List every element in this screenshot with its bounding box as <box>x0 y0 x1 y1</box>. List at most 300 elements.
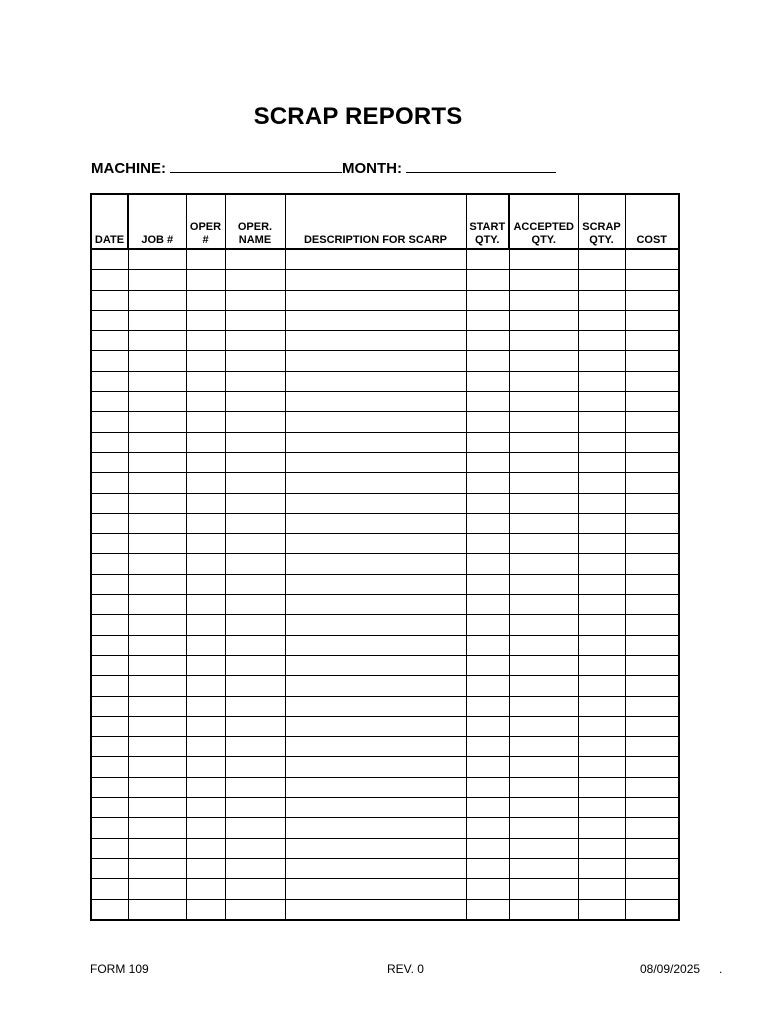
table-cell[interactable] <box>509 432 578 452</box>
table-cell[interactable] <box>225 493 285 513</box>
table-cell[interactable] <box>578 270 625 290</box>
table-cell[interactable] <box>285 818 466 838</box>
table-cell[interactable] <box>625 818 679 838</box>
table-cell[interactable] <box>91 777 128 797</box>
table-cell[interactable] <box>509 879 578 899</box>
table-cell[interactable] <box>509 412 578 432</box>
table-cell[interactable] <box>625 534 679 554</box>
table-cell[interactable] <box>509 249 578 270</box>
table-cell[interactable] <box>625 432 679 452</box>
table-cell[interactable] <box>625 798 679 818</box>
table-cell[interactable] <box>625 392 679 412</box>
table-cell[interactable] <box>128 432 186 452</box>
table-cell[interactable] <box>225 554 285 574</box>
table-cell[interactable] <box>509 757 578 777</box>
table-cell[interactable] <box>225 879 285 899</box>
table-cell[interactable] <box>186 838 225 858</box>
table-cell[interactable] <box>625 716 679 736</box>
table-cell[interactable] <box>91 412 128 432</box>
table-cell[interactable] <box>509 858 578 878</box>
table-cell[interactable] <box>225 513 285 533</box>
table-cell[interactable] <box>285 838 466 858</box>
table-cell[interactable] <box>225 473 285 493</box>
table-cell[interactable] <box>625 655 679 675</box>
table-cell[interactable] <box>128 777 186 797</box>
table-cell[interactable] <box>91 493 128 513</box>
table-cell[interactable] <box>285 716 466 736</box>
table-cell[interactable] <box>466 676 509 696</box>
table-cell[interactable] <box>509 635 578 655</box>
table-cell[interactable] <box>91 371 128 391</box>
table-cell[interactable] <box>625 838 679 858</box>
table-cell[interactable] <box>285 696 466 716</box>
table-cell[interactable] <box>625 473 679 493</box>
table-cell[interactable] <box>225 432 285 452</box>
table-cell[interactable] <box>625 858 679 878</box>
table-cell[interactable] <box>285 310 466 330</box>
table-cell[interactable] <box>509 371 578 391</box>
table-cell[interactable] <box>225 676 285 696</box>
table-cell[interactable] <box>128 310 186 330</box>
table-cell[interactable] <box>225 270 285 290</box>
table-cell[interactable] <box>285 595 466 615</box>
table-cell[interactable] <box>186 412 225 432</box>
table-cell[interactable] <box>225 635 285 655</box>
table-cell[interactable] <box>128 371 186 391</box>
table-cell[interactable] <box>285 452 466 472</box>
table-cell[interactable] <box>186 737 225 757</box>
table-cell[interactable] <box>285 757 466 777</box>
table-cell[interactable] <box>225 777 285 797</box>
table-cell[interactable] <box>285 554 466 574</box>
table-cell[interactable] <box>625 757 679 777</box>
table-cell[interactable] <box>509 554 578 574</box>
table-cell[interactable] <box>128 493 186 513</box>
table-cell[interactable] <box>91 290 128 310</box>
table-cell[interactable] <box>91 899 128 920</box>
table-cell[interactable] <box>128 392 186 412</box>
table-cell[interactable] <box>186 249 225 270</box>
table-cell[interactable] <box>625 513 679 533</box>
table-cell[interactable] <box>128 635 186 655</box>
table-cell[interactable] <box>509 473 578 493</box>
table-cell[interactable] <box>509 513 578 533</box>
table-cell[interactable] <box>186 635 225 655</box>
table-cell[interactable] <box>285 798 466 818</box>
table-cell[interactable] <box>285 737 466 757</box>
table-cell[interactable] <box>225 534 285 554</box>
table-cell[interactable] <box>186 615 225 635</box>
table-cell[interactable] <box>625 249 679 270</box>
table-cell[interactable] <box>509 798 578 818</box>
table-cell[interactable] <box>466 655 509 675</box>
table-cell[interactable] <box>578 493 625 513</box>
table-cell[interactable] <box>91 554 128 574</box>
table-cell[interactable] <box>225 412 285 432</box>
table-cell[interactable] <box>128 737 186 757</box>
table-cell[interactable] <box>186 798 225 818</box>
table-cell[interactable] <box>91 737 128 757</box>
table-cell[interactable] <box>509 615 578 635</box>
table-cell[interactable] <box>625 574 679 594</box>
table-cell[interactable] <box>128 595 186 615</box>
table-cell[interactable] <box>225 615 285 635</box>
table-cell[interactable] <box>509 331 578 351</box>
table-cell[interactable] <box>625 879 679 899</box>
table-cell[interactable] <box>625 331 679 351</box>
table-cell[interactable] <box>225 249 285 270</box>
table-cell[interactable] <box>578 432 625 452</box>
table-cell[interactable] <box>186 818 225 838</box>
table-cell[interactable] <box>578 452 625 472</box>
table-cell[interactable] <box>128 818 186 838</box>
table-cell[interactable] <box>285 513 466 533</box>
table-cell[interactable] <box>509 899 578 920</box>
table-cell[interactable] <box>509 452 578 472</box>
table-cell[interactable] <box>128 716 186 736</box>
table-cell[interactable] <box>578 290 625 310</box>
table-cell[interactable] <box>509 534 578 554</box>
table-cell[interactable] <box>285 879 466 899</box>
table-cell[interactable] <box>466 574 509 594</box>
table-cell[interactable] <box>625 635 679 655</box>
table-cell[interactable] <box>225 595 285 615</box>
table-cell[interactable] <box>225 798 285 818</box>
table-cell[interactable] <box>578 635 625 655</box>
table-cell[interactable] <box>186 757 225 777</box>
table-cell[interactable] <box>91 655 128 675</box>
table-cell[interactable] <box>225 899 285 920</box>
table-cell[interactable] <box>509 351 578 371</box>
table-cell[interactable] <box>186 899 225 920</box>
table-cell[interactable] <box>285 432 466 452</box>
table-cell[interactable] <box>509 777 578 797</box>
table-cell[interactable] <box>285 574 466 594</box>
table-cell[interactable] <box>578 818 625 838</box>
table-cell[interactable] <box>509 838 578 858</box>
table-cell[interactable] <box>285 412 466 432</box>
table-cell[interactable] <box>186 595 225 615</box>
table-cell[interactable] <box>128 351 186 371</box>
table-cell[interactable] <box>509 310 578 330</box>
table-cell[interactable] <box>509 270 578 290</box>
table-cell[interactable] <box>578 595 625 615</box>
table-cell[interactable] <box>225 310 285 330</box>
table-cell[interactable] <box>466 838 509 858</box>
table-cell[interactable] <box>285 899 466 920</box>
table-cell[interactable] <box>466 554 509 574</box>
table-cell[interactable] <box>186 534 225 554</box>
table-cell[interactable] <box>186 574 225 594</box>
table-cell[interactable] <box>285 290 466 310</box>
table-cell[interactable] <box>466 757 509 777</box>
table-cell[interactable] <box>578 757 625 777</box>
table-cell[interactable] <box>466 798 509 818</box>
table-cell[interactable] <box>128 554 186 574</box>
col-oper-number: OPER # <box>186 194 225 249</box>
table-cell[interactable] <box>466 716 509 736</box>
table-cell[interactable] <box>578 371 625 391</box>
table-cell[interactable] <box>578 615 625 635</box>
table-cell[interactable] <box>225 838 285 858</box>
table-cell[interactable] <box>578 838 625 858</box>
table-cell[interactable] <box>225 818 285 838</box>
table-cell[interactable] <box>578 331 625 351</box>
table-cell[interactable] <box>466 371 509 391</box>
table-cell[interactable] <box>625 676 679 696</box>
table-cell[interactable] <box>466 412 509 432</box>
table-cell[interactable] <box>128 696 186 716</box>
table-cell[interactable] <box>578 534 625 554</box>
table-cell[interactable] <box>186 493 225 513</box>
table-cell[interactable] <box>578 676 625 696</box>
table-cell[interactable] <box>186 432 225 452</box>
table-cell[interactable] <box>128 534 186 554</box>
table-cell[interactable] <box>285 371 466 391</box>
table-cell[interactable] <box>91 452 128 472</box>
table-cell[interactable] <box>91 615 128 635</box>
table-cell[interactable] <box>91 310 128 330</box>
table-cell[interactable] <box>225 371 285 391</box>
table-cell[interactable] <box>466 493 509 513</box>
table-cell[interactable] <box>186 351 225 371</box>
table-cell[interactable] <box>466 595 509 615</box>
table-cell[interactable] <box>578 554 625 574</box>
table-cell[interactable] <box>466 392 509 412</box>
table-cell[interactable] <box>186 392 225 412</box>
table-cell[interactable] <box>91 473 128 493</box>
table-cell[interactable] <box>186 270 225 290</box>
table-cell[interactable] <box>225 452 285 472</box>
machine-field-blank[interactable] <box>170 158 342 173</box>
table-cell[interactable] <box>186 716 225 736</box>
table-cell[interactable] <box>186 655 225 675</box>
table-cell[interactable] <box>128 473 186 493</box>
table-cell[interactable] <box>578 737 625 757</box>
table-cell[interactable] <box>509 676 578 696</box>
table-cell[interactable] <box>578 574 625 594</box>
table-cell[interactable] <box>466 452 509 472</box>
table-cell[interactable] <box>509 737 578 757</box>
table-cell[interactable] <box>91 635 128 655</box>
table-cell[interactable] <box>91 716 128 736</box>
table-cell[interactable] <box>285 655 466 675</box>
table-cell[interactable] <box>466 635 509 655</box>
table-cell[interactable] <box>466 615 509 635</box>
table-cell[interactable] <box>466 737 509 757</box>
table-cell[interactable] <box>578 473 625 493</box>
table-cell[interactable] <box>186 554 225 574</box>
table-cell[interactable] <box>186 452 225 472</box>
table-cell[interactable] <box>625 493 679 513</box>
table-cell[interactable] <box>128 798 186 818</box>
table-cell[interactable] <box>578 716 625 736</box>
table-cell[interactable] <box>466 432 509 452</box>
table-cell[interactable] <box>466 899 509 920</box>
table-cell[interactable] <box>578 858 625 878</box>
table-cell[interactable] <box>578 310 625 330</box>
table-cell[interactable] <box>186 513 225 533</box>
table-cell[interactable] <box>285 392 466 412</box>
table-cell[interactable] <box>625 290 679 310</box>
table-cell[interactable] <box>625 554 679 574</box>
table-cell[interactable] <box>128 331 186 351</box>
table-cell[interactable] <box>128 290 186 310</box>
table-cell[interactable] <box>285 493 466 513</box>
table-cell[interactable] <box>186 676 225 696</box>
table-cell[interactable] <box>91 696 128 716</box>
table-cell[interactable] <box>466 513 509 533</box>
table-cell[interactable] <box>186 858 225 878</box>
table-cell[interactable] <box>578 392 625 412</box>
table-cell[interactable] <box>225 716 285 736</box>
table-cell[interactable] <box>625 615 679 635</box>
table-cell[interactable] <box>466 777 509 797</box>
table-cell[interactable] <box>285 615 466 635</box>
table-cell[interactable] <box>91 249 128 270</box>
table-cell[interactable] <box>578 513 625 533</box>
table-cell[interactable] <box>91 513 128 533</box>
table-cell[interactable] <box>225 574 285 594</box>
table-cell[interactable] <box>625 696 679 716</box>
table-cell[interactable] <box>128 899 186 920</box>
table-cell[interactable] <box>578 798 625 818</box>
table-cell[interactable] <box>466 696 509 716</box>
table-cell[interactable] <box>186 331 225 351</box>
table-cell[interactable] <box>285 331 466 351</box>
table-cell[interactable] <box>186 879 225 899</box>
table-cell[interactable] <box>285 534 466 554</box>
table-cell[interactable] <box>625 777 679 797</box>
table-cell[interactable] <box>578 899 625 920</box>
table-cell[interactable] <box>128 757 186 777</box>
table-cell[interactable] <box>91 392 128 412</box>
table-cell[interactable] <box>509 655 578 675</box>
table-cell[interactable] <box>625 412 679 432</box>
table-cell[interactable] <box>225 351 285 371</box>
table-cell[interactable] <box>285 858 466 878</box>
table-cell[interactable] <box>128 879 186 899</box>
table-cell[interactable] <box>509 716 578 736</box>
table-cell[interactable] <box>509 696 578 716</box>
table-cell[interactable] <box>128 838 186 858</box>
table-cell[interactable] <box>225 331 285 351</box>
table-cell[interactable] <box>91 757 128 777</box>
table-cell[interactable] <box>285 249 466 270</box>
table-cell[interactable] <box>466 858 509 878</box>
table-cell[interactable] <box>91 534 128 554</box>
table-cell[interactable] <box>285 777 466 797</box>
table-cell[interactable] <box>128 676 186 696</box>
table-cell[interactable] <box>128 513 186 533</box>
table-cell[interactable] <box>285 635 466 655</box>
table-cell[interactable] <box>186 696 225 716</box>
table-cell[interactable] <box>186 371 225 391</box>
table-cell[interactable] <box>225 290 285 310</box>
table-cell[interactable] <box>509 595 578 615</box>
table-cell[interactable] <box>91 595 128 615</box>
table-cell[interactable] <box>91 574 128 594</box>
table-cell[interactable] <box>91 798 128 818</box>
table-cell[interactable] <box>91 858 128 878</box>
table-cell[interactable] <box>625 452 679 472</box>
table-cell[interactable] <box>466 290 509 310</box>
table-cell[interactable] <box>91 879 128 899</box>
table-cell[interactable] <box>625 310 679 330</box>
table-cell[interactable] <box>186 310 225 330</box>
table-cell[interactable] <box>128 655 186 675</box>
table-cell[interactable] <box>625 270 679 290</box>
table-cell[interactable] <box>285 270 466 290</box>
table-cell[interactable] <box>466 879 509 899</box>
table-cell[interactable] <box>91 331 128 351</box>
table-cell[interactable] <box>578 696 625 716</box>
table-cell[interactable] <box>625 351 679 371</box>
table-cell[interactable] <box>625 371 679 391</box>
table-cell[interactable] <box>128 270 186 290</box>
table-cell[interactable] <box>285 676 466 696</box>
table-cell[interactable] <box>225 655 285 675</box>
table-cell[interactable] <box>509 392 578 412</box>
table-cell[interactable] <box>466 351 509 371</box>
table-cell[interactable] <box>466 270 509 290</box>
table-cell[interactable] <box>466 818 509 838</box>
table-cell[interactable] <box>466 473 509 493</box>
table-cell[interactable] <box>578 655 625 675</box>
table-cell[interactable] <box>578 412 625 432</box>
table-cell[interactable] <box>625 899 679 920</box>
table-cell[interactable] <box>128 452 186 472</box>
table-cell[interactable] <box>509 493 578 513</box>
table-cell[interactable] <box>466 331 509 351</box>
table-cell[interactable] <box>466 534 509 554</box>
table-cell[interactable] <box>625 595 679 615</box>
table-cell[interactable] <box>466 310 509 330</box>
table-cell[interactable] <box>128 615 186 635</box>
table-cell[interactable] <box>91 432 128 452</box>
table-cell[interactable] <box>578 249 625 270</box>
table-cell[interactable] <box>578 351 625 371</box>
table-cell[interactable] <box>225 696 285 716</box>
table-cell[interactable] <box>285 473 466 493</box>
table-cell[interactable] <box>466 249 509 270</box>
table-cell[interactable] <box>625 737 679 757</box>
table-cell[interactable] <box>91 818 128 838</box>
table-cell[interactable] <box>91 838 128 858</box>
table-cell[interactable] <box>285 351 466 371</box>
table-cell[interactable] <box>128 574 186 594</box>
table-cell[interactable] <box>578 879 625 899</box>
table-cell[interactable] <box>128 858 186 878</box>
table-cell[interactable] <box>225 858 285 878</box>
month-field-blank[interactable] <box>406 158 556 173</box>
table-cell[interactable] <box>128 412 186 432</box>
table-cell[interactable] <box>509 290 578 310</box>
table-cell[interactable] <box>225 737 285 757</box>
table-cell[interactable] <box>578 777 625 797</box>
table-cell[interactable] <box>186 473 225 493</box>
table-cell[interactable] <box>509 818 578 838</box>
table-cell[interactable] <box>91 676 128 696</box>
table-cell[interactable] <box>91 270 128 290</box>
table-cell[interactable] <box>225 392 285 412</box>
table-cell[interactable] <box>186 777 225 797</box>
table-cell[interactable] <box>128 249 186 270</box>
table-cell[interactable] <box>91 351 128 371</box>
table-cell[interactable] <box>509 574 578 594</box>
table-cell[interactable] <box>186 290 225 310</box>
table-cell[interactable] <box>225 757 285 777</box>
